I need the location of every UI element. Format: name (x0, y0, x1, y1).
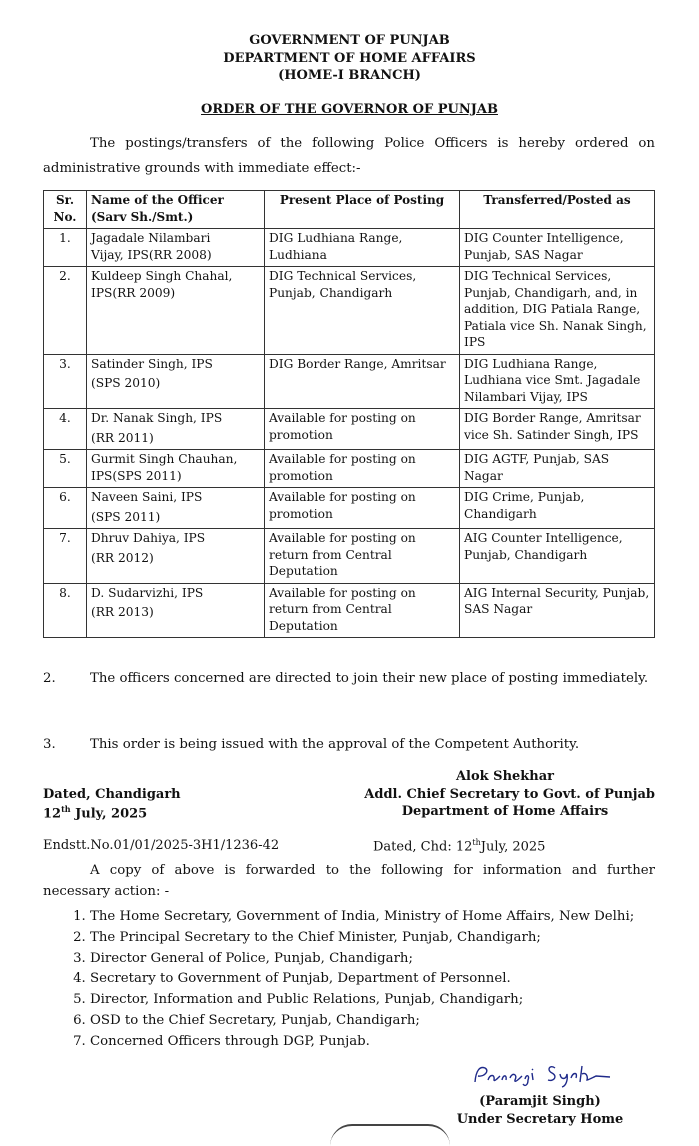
dated-date (43, 804, 147, 821)
row-sr: 6. (44, 488, 87, 529)
signatory-name: Alok Shekhar (455, 769, 555, 784)
row-name (87, 354, 265, 409)
row-name-line2: (RR 2013) (91, 605, 154, 619)
row-sr: 2. (44, 267, 87, 355)
row-name (87, 583, 265, 638)
row-sr: 3. (44, 354, 87, 409)
copy-paragraph (43, 860, 655, 902)
recipients-list (43, 907, 690, 1053)
signatory-designation: Addl. Chief Secretary to Govt. of Punjab (364, 787, 655, 802)
row-present: Available for posting on promotion (265, 409, 460, 450)
table-row (44, 450, 655, 488)
paragraph-2-number: 2. (43, 671, 56, 686)
list-item: 6. OSD to the Chief Secretary, Punjab, Chandigarh; (90, 1011, 690, 1032)
dated-month-year: July, 2025 (75, 806, 148, 822)
row-name-line2: (RR 2012) (91, 550, 154, 565)
table-row (44, 488, 655, 529)
row-present: Available for posting on promotion (265, 488, 460, 529)
row-present: DIG Ludhiana Range, Ludhiana (265, 229, 460, 267)
row-transferred: DIG AGTF, Punjab, SAS Nagar (460, 450, 655, 488)
order-title: ORDER OF THE GOVERNOR OF PUNJAB (201, 102, 498, 117)
row-name (87, 267, 265, 355)
row-name (87, 229, 265, 267)
list-item: 2. The Principal Secretary to the Chief Minister, Punjab, Chandigarh; (90, 928, 690, 949)
endorsement-date-ordinal: th (472, 838, 481, 847)
row-transferred: DIG Counter Intelligence, Punjab, SAS Nagar (460, 229, 655, 267)
table-row (44, 354, 655, 409)
row-name-line2: (SPS 2011) (91, 509, 161, 524)
row-present: Available for posting on promotion (265, 450, 460, 488)
row-present: DIG Border Range, Amritsar (265, 354, 460, 409)
list-item: 5. Director, Information and Public Relations, Punjab, Chandigarh; (90, 990, 690, 1011)
row-name (87, 450, 265, 488)
list-item: 7. Concerned Officers through DGP, Punjab. (90, 1032, 690, 1053)
officers-table (43, 190, 655, 638)
endorsement-number: Endstt.No.01/01/2025-3H1/1236-42 (43, 838, 280, 853)
table-row (44, 229, 655, 267)
row-transferred: AIG Counter Intelligence, Punjab, Chandigarh (460, 529, 655, 584)
header-branch: (HOME-I BRANCH) (278, 68, 421, 83)
table-row (44, 409, 655, 450)
row-name-line2: IPS(SPS 2011) (91, 468, 182, 483)
row-name-line1: Gurmit Singh Chauhan, (91, 452, 238, 466)
header-transferred: Transferred/Posted as (460, 191, 655, 229)
copy-text: A copy of above is forwarded to the following for information and further necessary action: - (43, 863, 655, 899)
secretary-name: (Paramjit Singh) (479, 1094, 601, 1109)
paragraph-3 (43, 732, 655, 757)
row-transferred: DIG Border Range, Amritsar vice Sh. Satinder Singh, IPS (460, 409, 655, 450)
endorsement-date-prefix: Dated, Chd: 12 (373, 839, 473, 855)
row-sr: 8. (44, 583, 87, 638)
row-name-line2: IPS(RR 2009) (91, 285, 176, 300)
paragraph-3-text: This order is being issued with the approval of the Competent Authority. (90, 737, 580, 752)
row-name-line1: Jagadale Nilambari (91, 231, 211, 245)
row-name-line1: Kuldeep Singh Chahal, (91, 269, 233, 283)
table-row (44, 529, 655, 584)
header-sr-line2: No. (53, 209, 77, 224)
row-name-line2: Vijay, IPS(RR 2008) (91, 247, 212, 262)
header-name (87, 191, 265, 229)
list-item: 1. The Home Secretary, Government of India, Ministry of Home Affairs, New Delhi; (90, 907, 690, 928)
signatory-department: Department of Home Affairs (401, 804, 609, 819)
row-name-line1: D. Sudarvizhi, IPS (91, 585, 204, 600)
row-sr: 4. (44, 409, 87, 450)
stamp-edge (330, 1124, 450, 1146)
dated-place: Dated, Chandigarh (43, 787, 181, 802)
row-present: Available for posting on return from Central Deputation (265, 529, 460, 584)
row-sr: 1. (44, 229, 87, 267)
row-name-line1: Satinder Singh, IPS (91, 356, 213, 371)
row-transferred: DIG Crime, Punjab, Chandigarh (460, 488, 655, 529)
row-name (87, 488, 265, 529)
row-transferred: DIG Technical Services, Punjab, Chandigarh, and, in addition, DIG Patiala Range, Patiala vice Sh. Nanak Singh, IPS (460, 267, 655, 355)
dated-day: 12 (43, 806, 62, 822)
row-name-line1: Naveen Saini, IPS (91, 490, 203, 504)
header-department: DEPARTMENT OF HOME AFFAIRS (223, 51, 476, 66)
intro-text: The postings/transfers of the following Police Officers is hereby ordered on administrative grounds with immediate effect:- (43, 136, 655, 176)
table-row (44, 267, 655, 355)
row-present: DIG Technical Services, Punjab, Chandigarh (265, 267, 460, 355)
dated-ordinal: th (61, 804, 71, 814)
row-sr: 5. (44, 450, 87, 488)
row-name (87, 409, 265, 450)
row-sr: 7. (44, 529, 87, 584)
row-name (87, 529, 265, 584)
endorsement-date-suffix: July, 2025 (480, 839, 546, 855)
row-present: Available for posting on return from Central Deputation (265, 583, 460, 638)
row-transferred: AIG Internal Security, Punjab, SAS Nagar (460, 583, 655, 638)
paragraph-2-text: The officers concerned are directed to join their new place of posting immediately. (90, 671, 649, 686)
row-name-line2: (RR 2011) (91, 430, 154, 445)
list-item: 3. Director General of Police, Punjab, Chandigarh; (90, 949, 690, 970)
list-item: 4. Secretary to Government of Punjab, Department of Personnel. (90, 969, 690, 990)
row-name-line1: Dhruv Dahiya, IPS (91, 531, 206, 545)
header-present: Present Place of Posting (265, 191, 460, 229)
header-government: GOVERNMENT OF PUNJAB (249, 33, 450, 48)
endorsement-date (373, 838, 545, 854)
row-name-line1: Dr. Nanak Singh, IPS (91, 411, 223, 425)
header-name-line1: Name of the Officer (91, 193, 224, 207)
row-transferred: DIG Ludhiana Range, Ludhiana vice Smt. Jagadale Nilambari Vijay, IPS (460, 354, 655, 409)
secretary-designation: Under Secretary Home (456, 1112, 624, 1127)
paragraph-3-number: 3. (43, 737, 56, 752)
row-name-line2: (SPS 2010) (91, 376, 161, 390)
paragraph-2 (43, 666, 655, 691)
header-sr (44, 191, 87, 229)
header-name-line2: (Sarv Sh./Smt.) (91, 209, 194, 224)
header-sr-line1: Sr. (55, 193, 75, 207)
intro-paragraph (43, 131, 655, 181)
table-header-row (44, 191, 655, 229)
handwritten-signature (470, 1060, 630, 1090)
table-row (44, 583, 655, 638)
